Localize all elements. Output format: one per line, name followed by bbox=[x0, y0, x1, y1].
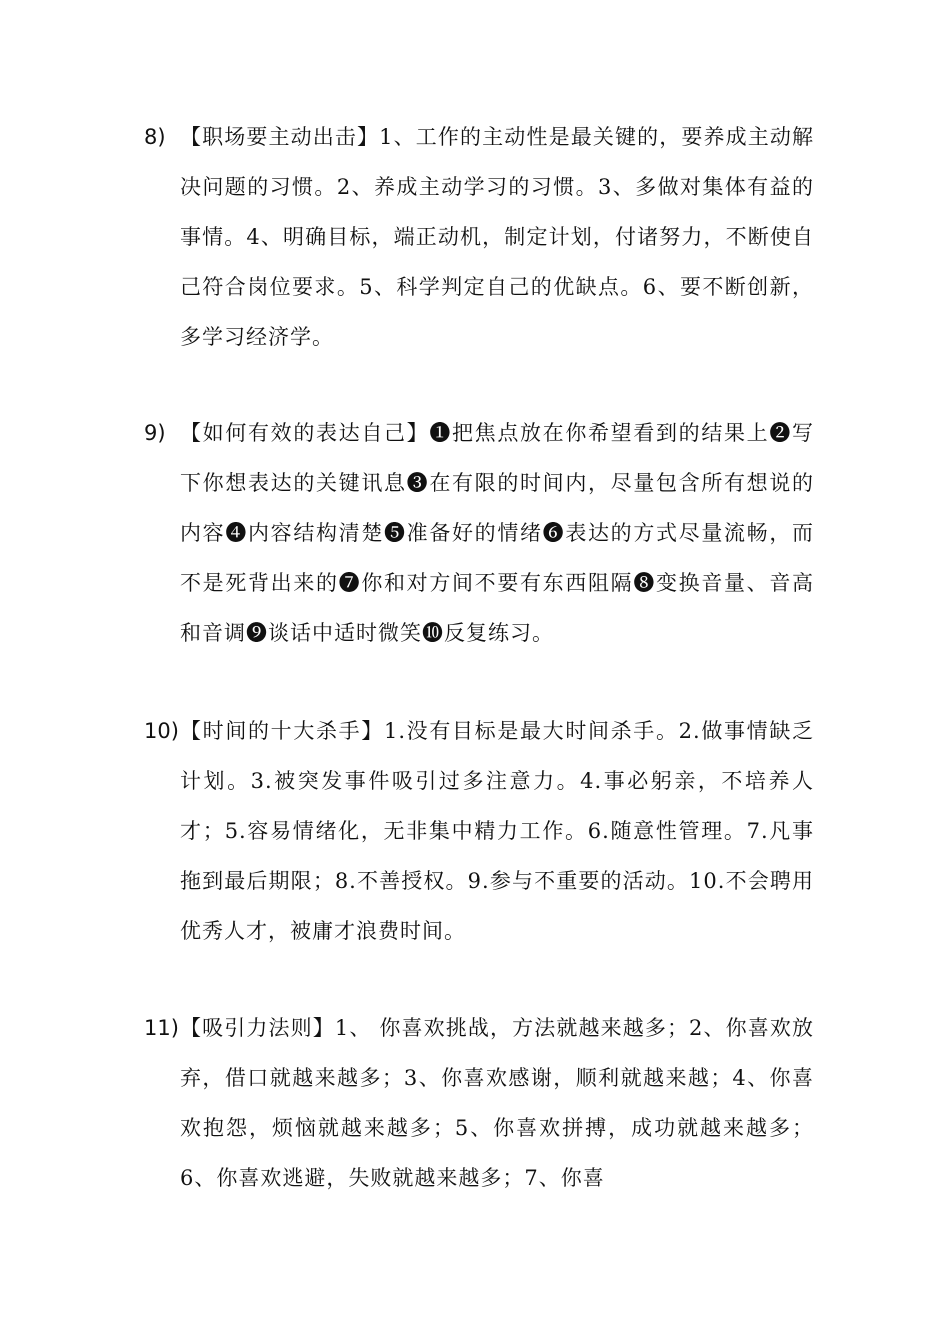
item-number: 8) bbox=[144, 125, 166, 149]
list-item-11 bbox=[144, 1003, 814, 1203]
item-text: 【职场要主动出击】1、工作的主动性是最关键的，要养成主动解决问题的习惯。2、养成主动学习的习惯。3、多做对集体有益的事情。4、明确目标，端正动机，制定计划，付诸努力，不断使自己符合岗位要求。5、科学判定自己的优缺点。6、要不断创新，多学习经济学。 bbox=[180, 125, 814, 349]
item-number: 10) bbox=[144, 719, 179, 743]
item-number: 9) bbox=[144, 421, 166, 445]
list-item-10 bbox=[144, 706, 814, 956]
item-text: 【时间的十大杀手】1.没有目标是最大时间杀手。2.做事情缺乏计划。3.被突发事件吸引过多注意力。4.事必躬亲，不培养人才；5.容易情绪化，无非集中精力工作。6.随意性管理。7.凡事拖到最后期限；8.不善授权。9.参与不重要的活动。10.不会聘用优秀人才，被庸才浪费时间。 bbox=[180, 719, 814, 943]
item-text: 【如何有效的表达自己】❶把焦点放在你希望看到的结果上❷写下你想表达的关键讯息❸在有限的时间内，尽量包含所有想说的内容❹内容结构清楚❺准备好的情绪❻表达的方式尽量流畅，而不是死背出来的❼你和对方间不要有东西阻隔❽变换音量、音高和音调❾谈话中适时微笑❿反复练习。 bbox=[180, 421, 814, 645]
item-number: 11) bbox=[144, 1016, 179, 1040]
item-text: 【吸引力法则】1、 你喜欢挑战，方法就越来越多；2、你喜欢放弃，借口就越来越多；3、你喜欢感谢，顺利就越来越；4、你喜欢抱怨，烦恼就越来越多；5、你喜欢拼搏，成功就越来越多；6、你喜欢逃避，失败就越来越多；7、你喜 bbox=[180, 1016, 814, 1190]
list-item-8 bbox=[144, 112, 814, 362]
list-item-9 bbox=[144, 408, 814, 658]
